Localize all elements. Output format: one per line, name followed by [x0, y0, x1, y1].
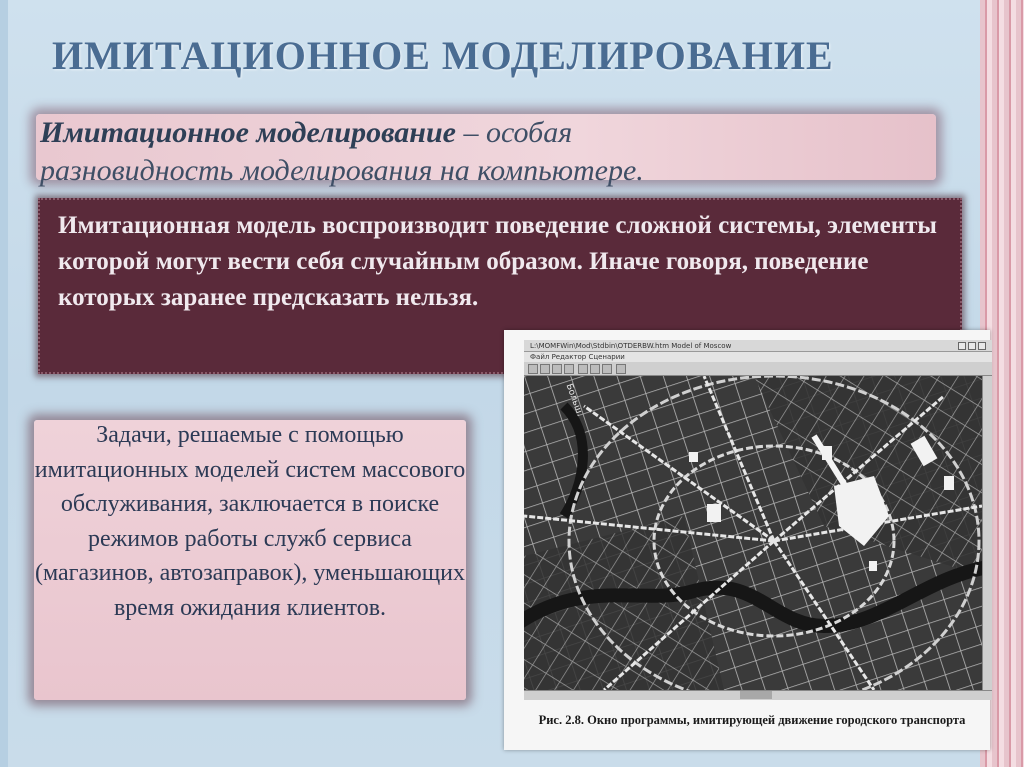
- slide-title: ИМИТАЦИОННОЕ МОДЕЛИРОВАНИЕ: [52, 33, 834, 78]
- definition-dash: –: [455, 116, 486, 149]
- window-minimize-icon: [958, 342, 966, 350]
- definition-text: [40, 114, 940, 190]
- window-close-icon: [978, 342, 986, 350]
- definition-rest-line1: особая: [485, 116, 573, 149]
- figure-caption: [514, 712, 990, 728]
- program-window-menubar: Файл Редактор Сценарии: [524, 352, 992, 362]
- figure-caption-number: Рис. 2.8.: [538, 713, 584, 727]
- toolbar-button-icon: [590, 364, 600, 374]
- definition-rest-line2: разновидность моделирования на компьютере.: [40, 154, 644, 187]
- figure-caption-text: Окно программы, имитирующей движение городского транспорта: [587, 713, 966, 727]
- window-maximize-icon: [968, 342, 976, 350]
- toolbar-button-icon: [540, 364, 550, 374]
- slide-left-edge: [0, 0, 8, 767]
- map-vertical-scrollbar: [982, 376, 992, 690]
- map-label: Больш.: [563, 382, 585, 418]
- toolbar-button-icon: [616, 364, 626, 374]
- toolbar-button-icon: [564, 364, 574, 374]
- map-scroll-thumb: [740, 691, 772, 699]
- toolbar-button-icon: [552, 364, 562, 374]
- definition-term: Имитационное моделирование: [40, 116, 456, 149]
- toolbar-button-icon: [578, 364, 588, 374]
- toolbar-button-icon: [602, 364, 612, 374]
- city-map-image: [524, 376, 982, 690]
- model-description-text: Имитационная модель воспроизводит поведение сложной системы, элементы которой могут вести себя случайным образом. Иначе говоря, поведение которых заранее предсказать нельзя.: [58, 212, 937, 311]
- toolbar-button-icon: [528, 364, 538, 374]
- tasks-text: Задачи, решаемые с помощью имитационных моделей систем массового обслуживания, заключается в поиске режимов работы служб сервиса (магазинов, автозаправок), уменьшающих время ожидания клиентов.: [34, 422, 466, 621]
- program-window-titlebar: L:\MOMFWin\Mod\Stdbin\OTDERBW.htm Model of Moscow: [524, 340, 992, 352]
